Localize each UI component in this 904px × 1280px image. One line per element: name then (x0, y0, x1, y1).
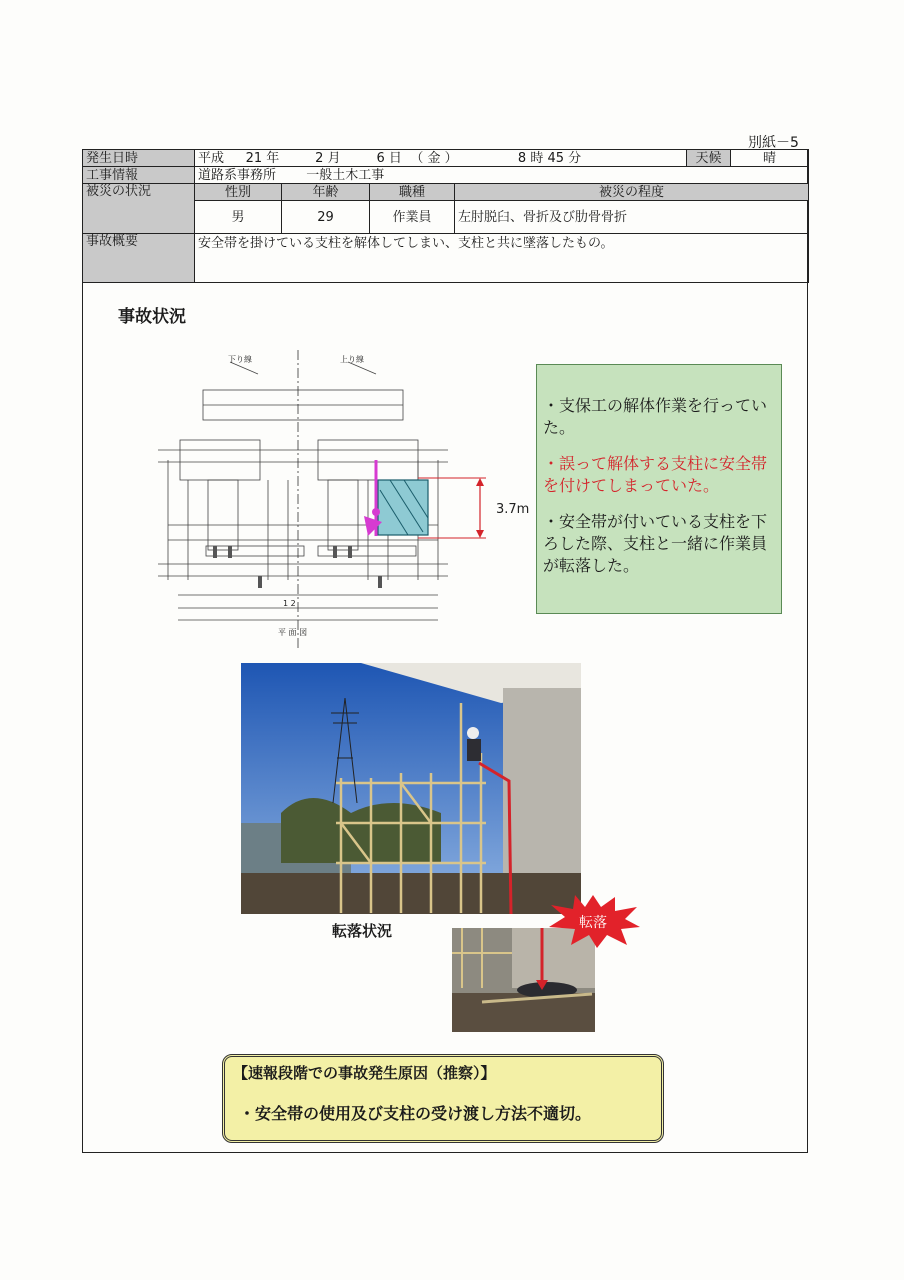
weather-label: 天候 (687, 150, 731, 167)
work-type: 一般土木工事 (306, 167, 385, 183)
office-name: 道路系事務所 (198, 167, 277, 183)
date-label: 発生日時 (83, 150, 195, 167)
work-info-row (83, 167, 809, 184)
month-unit: 月 (327, 150, 341, 166)
hour: 8 (517, 150, 527, 166)
note-item-2: ・誤って解体する支柱に安全帯を付けてしまっていた。 (543, 454, 768, 495)
date-row (83, 150, 809, 167)
scaffold-site-photo (241, 663, 581, 914)
victim-header-row (83, 184, 809, 201)
fall-burst-callout (545, 893, 641, 949)
year: 21 (245, 150, 263, 166)
work-info-value (195, 167, 809, 184)
ground (241, 873, 581, 914)
worker-body (467, 739, 481, 761)
note-item-1: ・支保工の解体作業を行っていた。 (543, 396, 768, 437)
label-up-line: 上り線 (340, 355, 364, 364)
injury-col-header: 被災の程度 (455, 184, 809, 201)
drawing-dimension-ticks (213, 546, 382, 588)
weather-value: 晴 (731, 150, 809, 167)
era: 平成 (198, 150, 225, 166)
note-item-3: ・安全帯が付いている支柱を下ろした際、支柱と一緒に作業員が転落した。 (543, 512, 768, 575)
day: 6 (376, 150, 385, 166)
month: 2 (315, 150, 324, 166)
job-col-header: 職種 (370, 184, 455, 201)
weekday: （ 金 ） (410, 150, 458, 166)
hour-unit: 時 (530, 150, 544, 166)
worker-position-marker (372, 508, 380, 516)
worker-helmet (467, 727, 479, 739)
minute: 45 (547, 150, 565, 166)
injury-value: 左肘脱臼、骨折及び肋骨骨折 (455, 201, 809, 234)
date-value (195, 150, 687, 167)
job-value: 作業員 (370, 201, 455, 234)
summary-row (83, 234, 809, 283)
plan-label: 平 面 図 (278, 628, 308, 637)
minute-unit: 分 (568, 150, 582, 166)
summary-label: 事故概要 (83, 234, 195, 283)
cause-box (222, 1054, 664, 1143)
axis-label: 1 2 (283, 599, 296, 608)
work-info-label: 工事情報 (83, 167, 195, 184)
cause-text: ・安全帯の使用及び支柱の受け渡し方法不適切。 (239, 1104, 592, 1123)
notes-box (536, 364, 782, 614)
sex-value: 男 (195, 201, 282, 234)
year-unit: 年 (266, 150, 280, 166)
sex-col-header: 性別 (195, 184, 282, 201)
age-value: 29 (282, 201, 370, 234)
summary-text: 安全帯を掛けている支柱を解体してしまい、支柱と共に墜落したもの。 (195, 234, 809, 283)
burst-label: 転落 (579, 915, 607, 931)
report-header-table (82, 149, 809, 283)
age-col-header: 年齢 (282, 184, 370, 201)
day-unit: 日 (388, 150, 402, 166)
cause-title: 【速報段階での事故発生原因（推察）】 (233, 1064, 496, 1082)
victim-label: 被災の状況 (83, 184, 195, 234)
structure-cross-section-drawing (118, 350, 530, 655)
photo-caption: 転落状況 (332, 922, 393, 940)
annex-label: 別紙－5 (748, 135, 799, 151)
label-down-line: 下り線 (228, 355, 252, 364)
section-title: 事故状況 (118, 307, 186, 327)
height-label: 3.7m (496, 502, 530, 517)
